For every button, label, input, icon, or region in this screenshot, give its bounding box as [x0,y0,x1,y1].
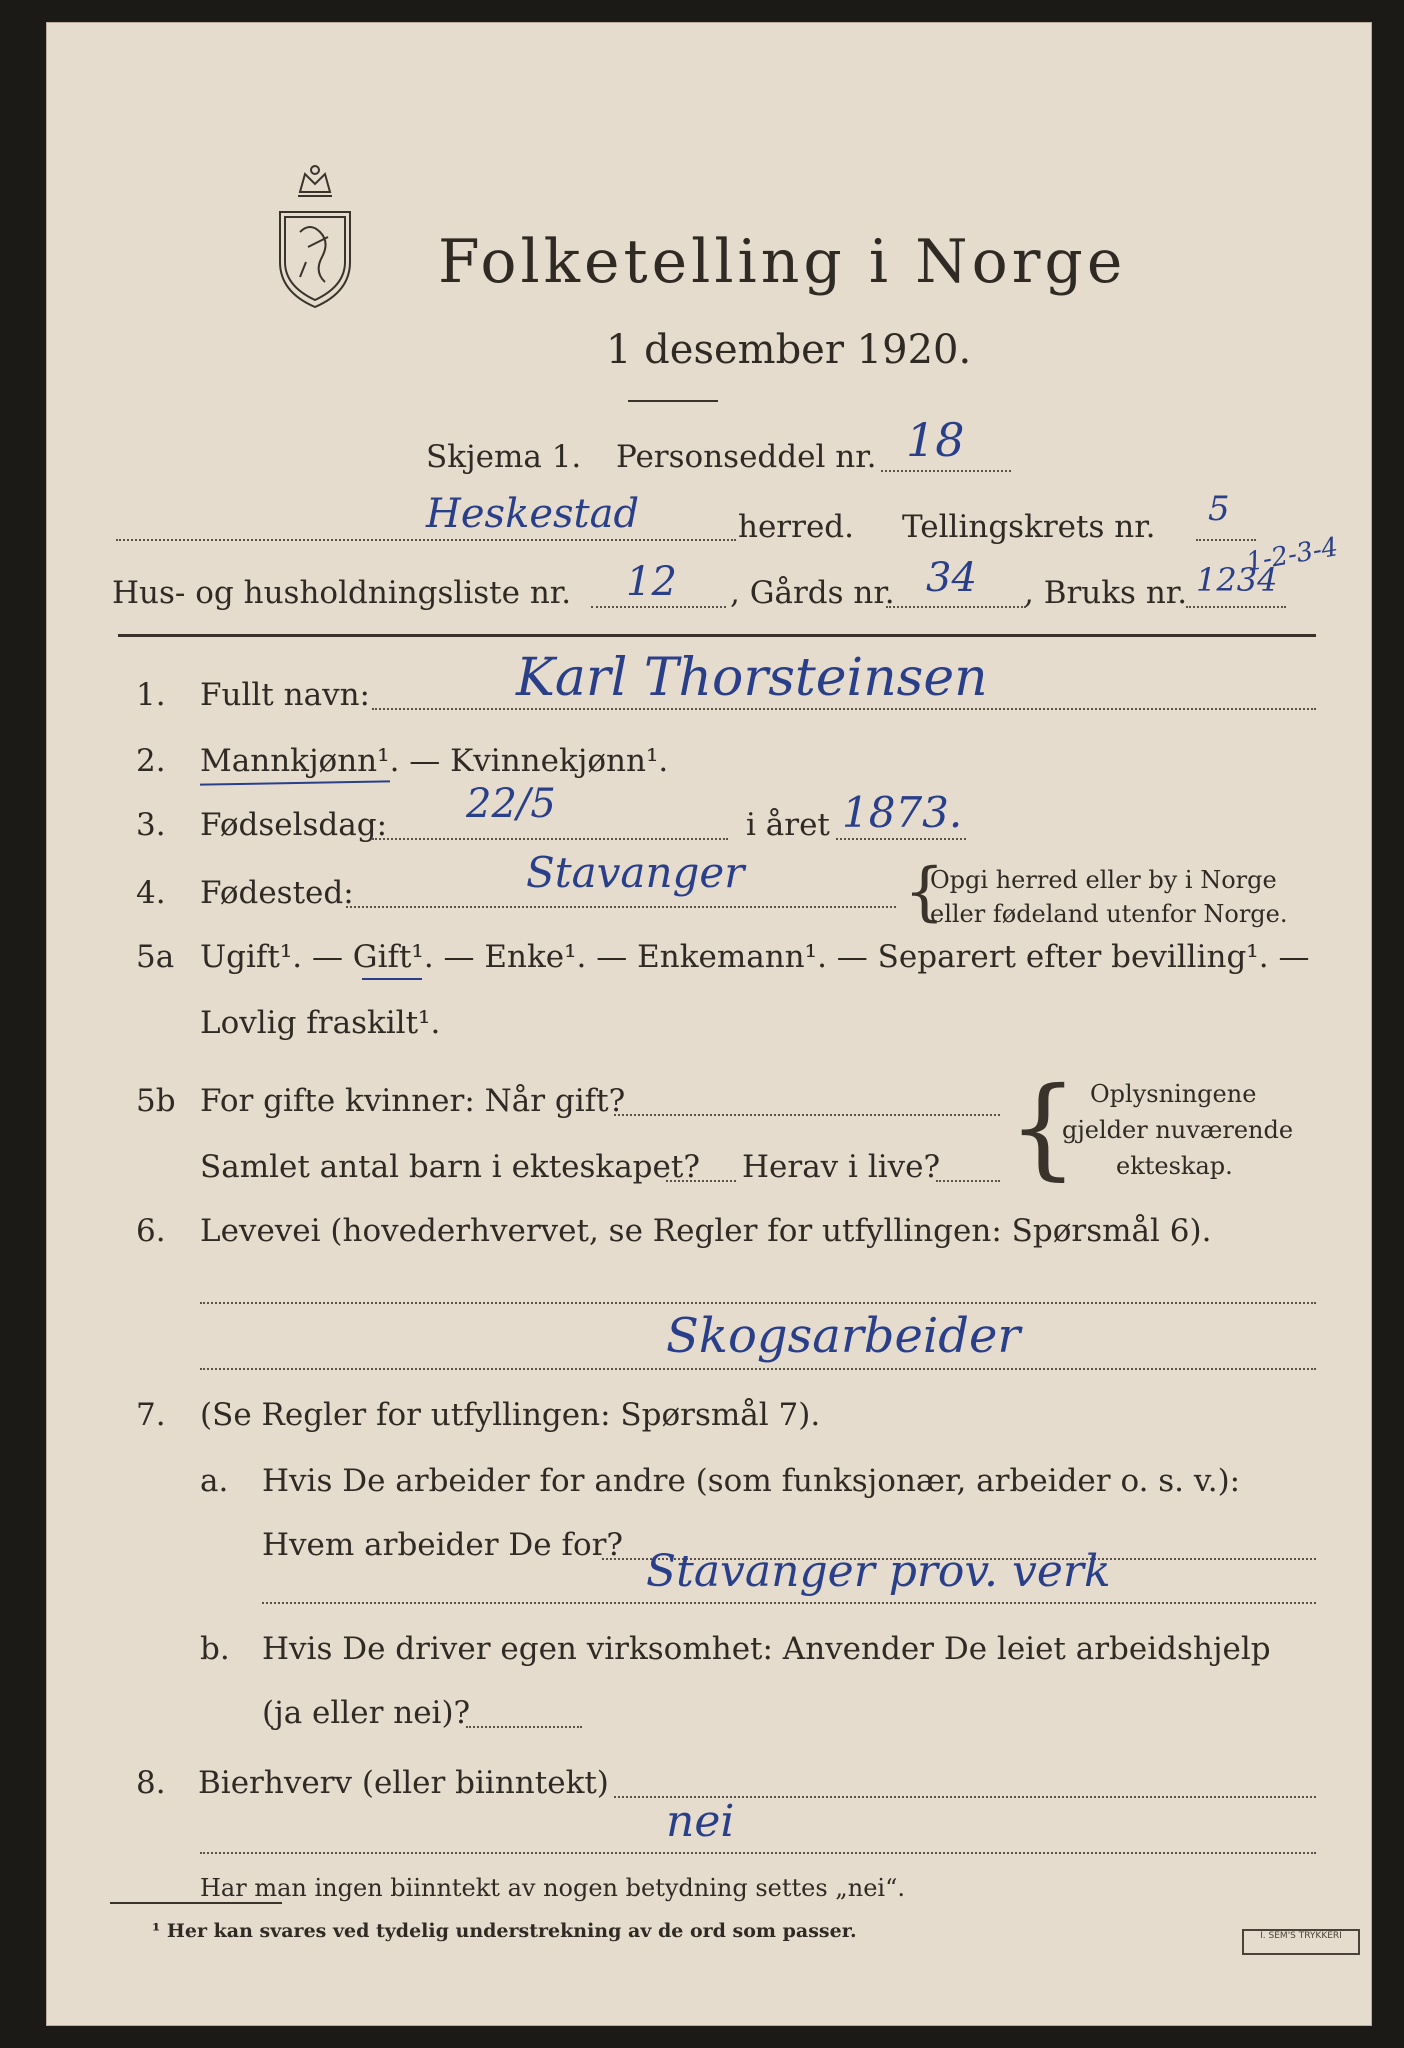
header-divider [118,634,1316,637]
q5b-note2: gjelder nuværende [1062,1116,1294,1144]
q5b-note1: Oplysningene [1090,1080,1257,1108]
q5b-number: 5b [136,1083,176,1119]
q5a-underline-gift [362,978,422,980]
title-divider [628,400,718,402]
skjema-label: Skjema 1. [426,439,582,475]
q7a-question: Hvem arbeider De for? [262,1527,624,1563]
coat-of-arms-icon [270,162,360,312]
q4-line [346,906,896,908]
q7b-label: Hvis De driver egen virksomhet: Anvender De leiet arbeidshjelp [262,1631,1271,1667]
q4-note-brace: { [904,855,945,929]
q5b-line2a: Samlet antal barn i ekteskapet? [200,1149,700,1185]
q6-line1 [200,1302,1316,1304]
q5b-line1: For gifte kvinner: Når gift? [200,1083,626,1119]
gards-value: 34 [926,555,977,601]
tellingskrets-note: 1-2-3-4 [1244,532,1341,578]
gards-label: , Gårds nr. [730,575,895,611]
q5b-live-line [936,1180,1000,1182]
q1-number: 1. [136,677,166,713]
personseddel-value: 18 [906,413,965,467]
q8-number: 8. [136,1765,166,1801]
q3-day-line [372,838,728,840]
q3-year-label: i året [746,807,830,843]
q1-line [372,708,1316,710]
q2-underline-mannkjonn [200,780,390,785]
tellingskrets-line [1196,539,1256,541]
q6-number: 6. [136,1213,166,1249]
bruks-value: 1234 [1196,561,1278,599]
q8-value: nei [666,1796,735,1847]
q4-note-line1: Opgi herred eller by i Norge [930,866,1277,894]
q6-value: Skogsarbeider [666,1308,1021,1364]
q3-value: 22/5 [466,781,556,827]
personseddel-label: Personseddel nr. [616,439,877,475]
q4-label: Fødested: [200,875,354,911]
herred-value: Heskestad [426,491,640,537]
q5b-note3: ekteskap. [1116,1152,1233,1180]
q7b-line [466,1726,582,1728]
husliste-label: Hus- og husholdningsliste nr. [112,575,572,611]
q5b-gift-line [614,1114,1000,1116]
tellingskrets-label: Tellingskrets nr. [902,509,1156,545]
personseddel-line [881,470,1011,472]
tellingskrets-value: 5 [1208,489,1230,529]
footnote-divider [110,1902,282,1904]
q4-number: 4. [136,875,166,911]
herred-line [116,539,736,541]
q5a-line1: Ugift¹. — Gift¹. — Enke¹. — Enkemann¹. — Separert efter bevilling¹. — [200,939,1310,975]
q4-value: Stavanger [526,848,745,897]
q5a-line2: Lovlig fraskilt¹. [200,1005,441,1041]
q6-line2 [200,1368,1316,1370]
q3-number: 3. [136,807,166,843]
q7a-value: Stavanger prov. verk [646,1546,1111,1597]
q3-year-line [836,838,966,840]
q2-label: Mannkjønn¹. — Kvinnekjønn¹. [200,743,669,779]
q7a-number: a. [200,1463,229,1499]
census-form [46,22,1372,2026]
q6-label: Levevei (hovederhvervet, se Regler for utfyllingen: Spørsmål 6). [200,1213,1212,1249]
husliste-value: 12 [626,559,677,605]
printer-stamp: I. SEM'S TRYKKERI [1242,1929,1360,1955]
q8-note: Har man ingen biinntekt av nogen betydning settes „nei“. [200,1874,905,1902]
q8-label: Bierhverv (eller biinntekt) [198,1765,609,1801]
form-title: Folketelling i Norge [438,227,1127,297]
q2-number: 2. [136,743,166,779]
q7a-label: Hvis De arbeider for andre (som funksjonær, arbeider o. s. v.): [262,1463,1241,1499]
bruks-line [1186,606,1286,608]
q8-line2 [200,1852,1316,1854]
bruks-label: , Bruks nr. [1024,575,1188,611]
q5b-note-brace: { [1008,1063,1078,1191]
form-date: 1 desember 1920. [606,327,972,373]
q7a-line2 [262,1602,1316,1604]
footnote: ¹ Her kan svares ved tydelig understrekning av de ord som passer. [152,1920,857,1942]
q1-label: Fullt navn: [200,677,370,713]
gards-line [886,606,1026,608]
husliste-line [591,606,726,608]
q7b-number: b. [200,1631,230,1667]
q7b-question: (ja eller nei)? [262,1695,471,1731]
q5a-number: 5a [136,939,175,975]
q3-year-value: 1873. [842,788,963,837]
q1-value: Karl Thorsteinsen [516,648,988,708]
q7-number: 7. [136,1397,166,1433]
q4-note-line2: eller fødeland utenfor Norge. [930,900,1288,928]
q5b-barn-line [666,1180,736,1182]
herred-label: herred. [738,509,854,545]
q3-label: Fødselsdag: [200,807,388,843]
q5b-line2b: Herav i live? [742,1149,941,1185]
q7-label: (Se Regler for utfyllingen: Spørsmål 7). [200,1397,821,1433]
